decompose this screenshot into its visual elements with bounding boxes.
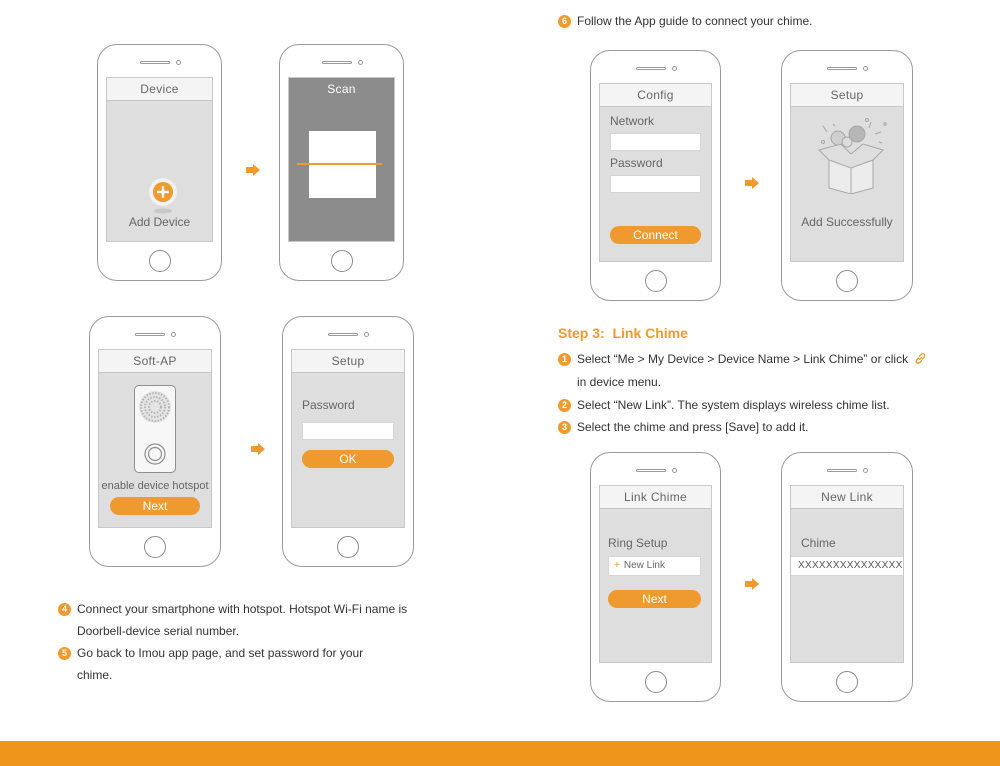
speaker-icon <box>140 61 170 64</box>
speaker-icon <box>135 333 165 336</box>
home-button[interactable] <box>337 536 359 558</box>
screen <box>599 83 712 262</box>
camera-icon <box>672 66 677 71</box>
screen-title: Soft-AP <box>99 350 211 373</box>
step3-item-1 <box>558 348 927 370</box>
camera-icon <box>863 468 868 473</box>
camera-icon <box>672 468 677 473</box>
password-input[interactable] <box>610 175 701 193</box>
screen-title: Scan <box>289 78 394 100</box>
phone-config <box>590 50 721 301</box>
hint-text: enable device hotspot <box>101 480 209 492</box>
speaker-grille-icon <box>137 389 173 425</box>
screen <box>98 349 212 528</box>
camera-icon <box>176 60 181 65</box>
footer-bar <box>0 741 1000 766</box>
home-button[interactable] <box>645 270 667 292</box>
step3-item-2 <box>558 394 890 416</box>
speaker-icon <box>827 67 857 70</box>
camera-icon <box>863 66 868 71</box>
screen-title: Setup <box>292 350 404 373</box>
speaker-icon <box>636 469 666 472</box>
gift-box-icon <box>811 114 891 194</box>
step-4 <box>58 598 407 620</box>
screen <box>790 485 904 663</box>
step-text: Connect your smartphone with hotspot. Hotspot Wi-Fi name is <box>77 602 408 616</box>
speaker-icon <box>827 469 857 472</box>
doorbell-device-image <box>134 385 176 473</box>
screen-title: Setup <box>791 84 903 107</box>
step-number-badge: 3 <box>558 421 571 434</box>
doorbell-button-icon <box>143 442 167 466</box>
new-link-item[interactable] <box>608 556 701 576</box>
home-button[interactable] <box>331 250 353 272</box>
step-4-cont <box>77 620 239 642</box>
camera-icon <box>358 60 363 65</box>
screen <box>288 77 395 242</box>
step-text: Select the chime and press [Save] to add it. <box>577 420 809 434</box>
screen-title: Config <box>600 84 711 107</box>
step3-item-3 <box>558 416 808 438</box>
phone-setup-success <box>781 50 913 301</box>
screen-title: Link Chime <box>600 486 711 509</box>
step-number-badge: 1 <box>558 353 571 366</box>
ring-setup-label: Ring Setup <box>608 536 668 550</box>
password-input[interactable] <box>302 422 394 440</box>
arrow-right-icon <box>745 177 759 189</box>
arrow-right-icon <box>745 578 759 590</box>
arrow-right-icon <box>246 164 260 176</box>
home-button[interactable] <box>144 536 166 558</box>
connect-button[interactable]: Connect <box>610 226 701 244</box>
network-input[interactable] <box>610 133 701 151</box>
step-number-badge: 2 <box>558 399 571 412</box>
step3-heading: Step 3: Link Chime <box>558 325 688 341</box>
link-icon[interactable] <box>914 352 927 365</box>
ok-button[interactable]: OK <box>302 450 394 468</box>
plus-icon: + <box>614 560 620 571</box>
speaker-icon <box>322 61 352 64</box>
phone-soft-ap <box>89 316 221 567</box>
next-button[interactable]: Next <box>110 497 200 515</box>
camera-icon <box>364 332 369 337</box>
plus-circle-icon <box>143 174 183 214</box>
step-text: in device menu. <box>577 375 662 389</box>
home-button[interactable] <box>836 270 858 292</box>
camera-icon <box>171 332 176 337</box>
password-label: Password <box>302 398 355 412</box>
speaker-icon <box>636 67 666 70</box>
step-5 <box>58 642 363 664</box>
screen-title: Device <box>107 78 212 101</box>
arrow-right-icon <box>251 443 265 455</box>
step-text: chime. <box>77 668 113 682</box>
step-text: Doorbell-device serial number. <box>77 624 240 638</box>
step-number-badge: 4 <box>58 603 71 616</box>
phone-new-link <box>781 452 913 702</box>
network-label: Network <box>610 114 655 128</box>
screen-title: New Link <box>791 486 903 509</box>
step-text: Follow the App guide to connect your chime. <box>577 14 813 28</box>
home-button[interactable] <box>149 250 171 272</box>
step-text: Go back to Imou app page, and set password for your <box>77 646 364 660</box>
step-number-badge: 5 <box>58 647 71 660</box>
step-number-badge: 6 <box>558 15 571 28</box>
screen <box>599 485 712 663</box>
step-6 <box>558 10 812 32</box>
step-text: Select “New Link”. The system displays wireless chime list. <box>577 398 890 412</box>
screen <box>790 83 904 262</box>
phone-device <box>97 44 222 281</box>
step3-item-1-cont <box>577 371 661 393</box>
step-text: Select “Me > My Device > Device Name > Link Chime” or click <box>577 352 909 366</box>
speaker-icon <box>328 333 358 336</box>
screen <box>106 77 213 242</box>
chime-label: Chime <box>801 536 836 550</box>
password-label: Password <box>610 156 663 170</box>
add-device-label: Add Device <box>128 215 191 229</box>
step-5-cont <box>77 664 112 686</box>
scan-frame <box>309 131 376 198</box>
success-message: Add Successfully <box>801 215 893 229</box>
scan-line <box>297 163 382 165</box>
phone-setup-password <box>282 316 414 567</box>
new-link-label: New Link <box>623 560 665 571</box>
phone-scan <box>279 44 404 281</box>
chime-list-item[interactable]: XXXXXXXXXXXXXXX <box>791 556 903 576</box>
home-button[interactable] <box>836 671 858 693</box>
screen <box>291 349 405 528</box>
phone-link-chime <box>590 452 721 702</box>
add-device-button[interactable] <box>107 178 212 238</box>
next-button[interactable]: Next <box>608 590 701 608</box>
home-button[interactable] <box>645 671 667 693</box>
